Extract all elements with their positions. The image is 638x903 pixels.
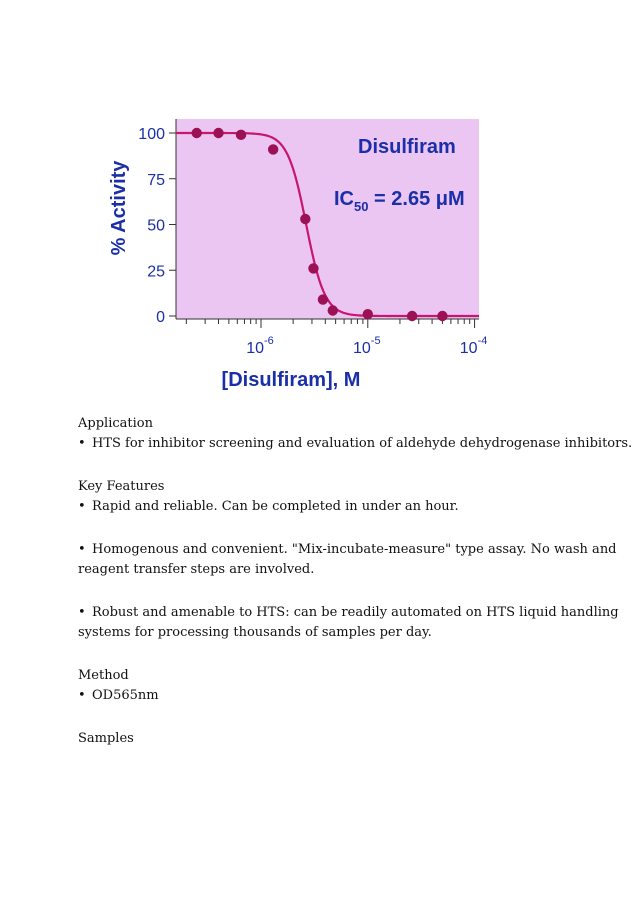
bullet-marker: •	[78, 688, 86, 703]
data-point	[236, 130, 246, 140]
bullet-marker: •	[78, 499, 86, 514]
data-point	[213, 128, 223, 138]
x-tick-label: $10^{-6}$	[246, 335, 274, 357]
y-tick-label: 75	[147, 171, 165, 189]
section-heading: Method	[78, 668, 129, 683]
section-gap	[78, 706, 578, 729]
y-tick-label: 0	[156, 309, 165, 326]
data-point	[308, 263, 318, 273]
bullet-line: reagent transfer steps are involved.	[78, 562, 315, 577]
y-tick-label: 25	[147, 263, 165, 281]
data-point	[407, 311, 417, 321]
x-axis-label: [Disulfiram], M	[221, 369, 361, 391]
document-body	[78, 414, 633, 749]
section-gap	[78, 454, 578, 477]
chart-svg	[90, 105, 520, 395]
bullet-line: • HTS for inhibitor screening and evaluation of aldehyde dehydrogenase inhibitors.	[78, 434, 578, 454]
x-tick-label: $10^{-5}$	[352, 335, 381, 357]
bullet-gap	[78, 580, 578, 603]
y-tick-label: 100	[138, 126, 165, 143]
section-heading: Samples	[78, 731, 134, 746]
x-tick-label: $10^{-4}$	[459, 335, 488, 357]
section-heading: Key Features	[78, 479, 165, 494]
data-point	[328, 305, 338, 315]
data-point	[318, 294, 328, 304]
y-tick-label: 50	[147, 217, 165, 235]
data-point	[363, 309, 373, 319]
data-point	[191, 128, 201, 138]
bullet-line: • Rapid and reliable. Can be completed in under an hour.	[78, 497, 578, 517]
bullet-gap	[78, 517, 578, 540]
chart-annotation-title: Disulfiram	[358, 136, 456, 158]
y-axis-label: % Activity	[108, 160, 130, 256]
bullet-line: • Homogenous and convenient. "Mix-incubate-measure" type assay. No wash and	[78, 540, 578, 560]
bullet-marker: •	[78, 605, 86, 620]
data-point	[300, 214, 310, 224]
bullet-line: systems for processing thousands of samples per day.	[78, 625, 432, 640]
data-point	[437, 311, 447, 321]
section-gap	[78, 643, 578, 666]
section-heading: Application	[78, 416, 153, 431]
ic50-chart	[90, 105, 520, 395]
data-point	[268, 144, 278, 154]
ic50-annotation: $IC_{50} = 2.65$ μM	[334, 188, 465, 214]
bullet-line: • OD565nm	[78, 686, 578, 706]
bullet-marker: •	[78, 542, 86, 557]
bullet-marker: •	[78, 436, 86, 451]
bullet-line: • Robust and amenable to HTS: can be readily automated on HTS liquid handling	[78, 603, 578, 623]
